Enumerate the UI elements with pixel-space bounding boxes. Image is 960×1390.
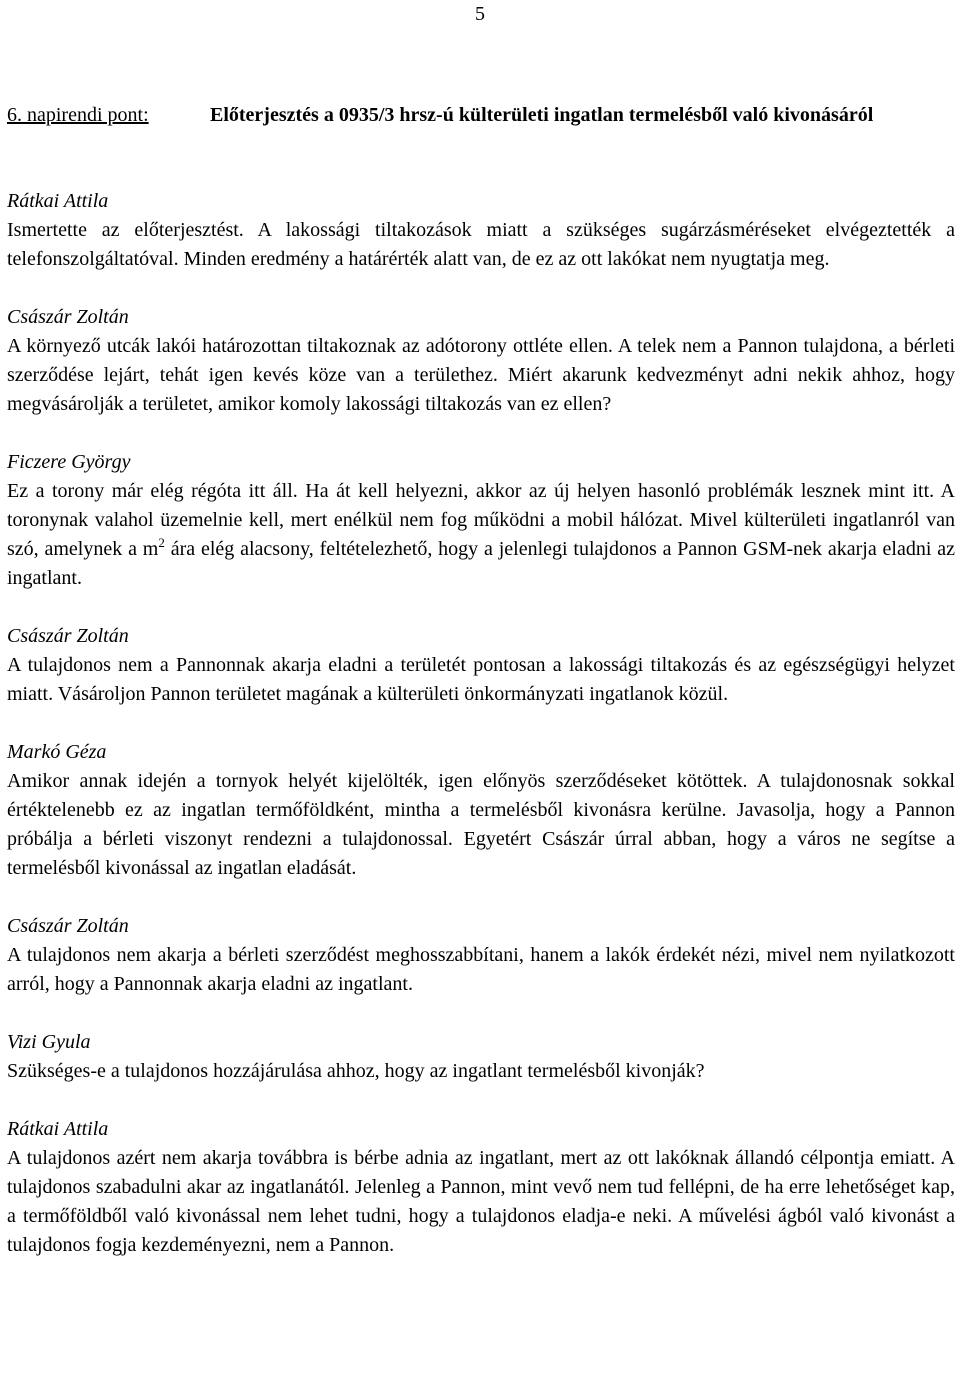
speaker-name: Markó Géza — [7, 741, 107, 763]
statement-text: Ez a torony már elég régóta itt áll. Ha át kell helyezni, akkor az új helyen hasonló problémák lesznek mint itt. A toronynak valahol üzemelnie kell, mert enélkül nem fog működni a mobil hálózat. Mivel külterületi ingatlanról van szó, amelynek a m — [7, 480, 955, 560]
speaker-block — [7, 303, 955, 419]
speaker-block — [7, 738, 955, 883]
speaker-block — [7, 187, 955, 274]
speaker-block — [7, 1115, 955, 1260]
speaker-statement: A tulajdonos nem akarja a bérleti szerződést meghosszabbítani, hanem a lakók érdekét nézi, mivel nem nyilatkozott arról, hogy a Pannonnak akarja eladni az ingatlant. — [7, 944, 955, 995]
speaker-name: Császár Zoltán — [7, 625, 129, 647]
speaker-statement: Ismertette az előterjesztést. A lakossági tiltakozások miatt a szükséges sugárzásméréseket elvégeztették a telefonszolgáltatóval. Minden eredmény a határérték alatt van, de ez az ott lakókat nem nyugtatja meg. — [7, 219, 955, 270]
speaker-name: Rátkai Attila — [7, 1118, 109, 1140]
superscript: 2 — [158, 535, 165, 550]
speaker-block — [7, 622, 955, 709]
speaker-name: Császár Zoltán — [7, 306, 129, 328]
speaker-block — [7, 1028, 955, 1086]
speaker-statement: Szükséges-e a tulajdonos hozzájárulása ahhoz, hogy az ingatlant termelésből kivonják? — [7, 1060, 705, 1082]
speaker-name: Vizi Gyula — [7, 1031, 91, 1053]
speaker-statement: Amikor annak idején a tornyok helyét kijelölték, igen előnyös szerződéseket kötöttek. A tulajdonosnak sokkal értéktelenebb ez az ingatlan termőföldként, mintha a termelésből kivonásra kerülne. Javasolja, hogy a Pannon próbálja a bérleti viszonyt rendezni a tulajdonossal. Egyetért Császár úrral abban, hogy a város ne segítse a termelésből kivonással az ingatlan eladását. — [7, 770, 955, 879]
speaker-block — [7, 448, 955, 593]
speaker-statement — [7, 477, 955, 593]
speaker-name: Ficzere György — [7, 451, 131, 473]
speaker-statement: A tulajdonos nem a Pannonnak akarja eladni a területét pontosan a lakossági tiltakozás és az egészségügyi helyzet miatt. Vásároljon Pannon területet magának a külterületi önkormányzati ingatlanok közül. — [7, 654, 955, 705]
minutes-body — [7, 187, 955, 1289]
speaker-statement: A környező utcák lakói határozottan tiltakoznak az adótorony ottléte ellen. A telek nem a Pannon tulajdona, a bérleti szerződése lejárt, tehát igen kevés köze van a területhez. Miért akarunk kedvezményt adni nekik ahhoz, hogy megvásárolják a területet, amikor komoly lakossági tiltakozás van ez ellen? — [7, 335, 955, 415]
speaker-statement: A tulajdonos azért nem akarja továbbra is bérbe adnia az ingatlant, mert az ott lakóknak állandó célpontja emiatt. A tulajdonos szabadulni akar az ingatlanától. Jelenleg a Pannon, mint vevő nem tud fellépni, de ha erre lehetőséget kap, a termőföldből való kivonással nem lehet tudni, hogy a tulajdonos eladja-e neki. A művelési ágból való kivonást a tulajdonos fogja kezdeményezni, nem a Pannon. — [7, 1147, 955, 1256]
agenda-heading — [7, 101, 955, 130]
page-number: 5 — [475, 3, 485, 25]
statement-text-continued: ára elég alacsony, feltételezhető, hogy a jelenlegi tulajdonos a Pannon GSM-nek akarja eladni az ingatlant. — [7, 538, 955, 589]
speaker-block — [7, 912, 955, 999]
speaker-name: Rátkai Attila — [7, 190, 109, 212]
agenda-title: Előterjesztés a 0935/3 hrsz-ú külterületi ingatlan termelésből való kivonásáról — [210, 104, 874, 126]
speaker-name: Császár Zoltán — [7, 915, 129, 937]
agenda-label-text: 6. napirendi pont: — [7, 104, 149, 126]
agenda-label — [7, 101, 210, 130]
